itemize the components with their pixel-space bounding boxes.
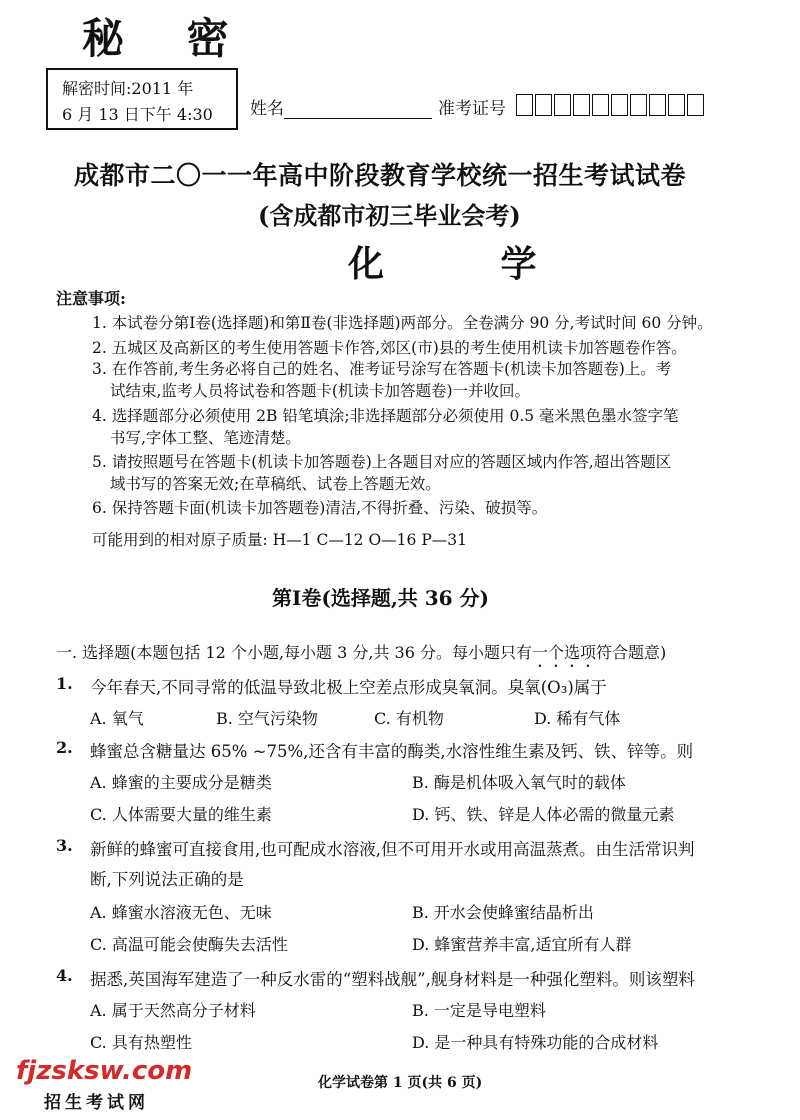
question-number: 4. [56, 966, 73, 985]
secret-label: 秘 密 [82, 14, 253, 63]
question-number: 1. [56, 674, 73, 693]
exam-subtitle: (含成都市初三毕业会考) [258, 201, 521, 230]
notice-item: 4. 选择题部分必须使用 2B 铅笔填涂;非选择题部分必须使用 0.5 毫米黑色墨水签字笔 [92, 407, 679, 425]
option-b: B. 空气污染物 [216, 709, 318, 728]
ticket-digit-box [554, 94, 571, 116]
part-intro [56, 640, 666, 671]
name-label: 姓名 [250, 99, 284, 119]
watermark-text: 招生考试网 [44, 1093, 149, 1113]
notice-item: 1. 本试卷分第Ⅰ卷(选择题)和第Ⅱ卷(非选择题)两部分。全卷满分 90 分,考试时间 60 分钟。 [92, 314, 713, 332]
ticket-digit-box [611, 94, 628, 116]
option-d: D. 是一种具有特殊功能的合成材料 [412, 1033, 659, 1052]
name-field [250, 94, 506, 119]
notice-item: 2. 五城区及高新区的考生使用答题卡作答,郊区(市)县的考生使用机读卡加答题卷作答。 [92, 339, 687, 357]
option-c: C. 高温可能会使酶失去活性 [90, 935, 288, 954]
ticket-label: 准考证号 [438, 99, 506, 119]
option-b: B. 酶是机体吸入氧气时的载体 [412, 773, 626, 792]
ticket-digit-box [630, 94, 647, 116]
declassify-line-2: 6 月 13 日下午 4:30 [62, 105, 213, 124]
notice-item-continued: 书写,字体工整、笔迹清楚。 [110, 429, 301, 447]
ticket-number-boxes [516, 94, 706, 116]
notice-item-continued: 试结束,监考人员将试卷和答题卡(机读卡加答题卷)一并收回。 [110, 382, 531, 400]
exam-title: 成都市二〇一一年高中阶段教育学校统一招生考试试卷 [74, 161, 687, 190]
question-text-continued: 断,下列说法正确的是 [90, 870, 244, 889]
ticket-digit-box [668, 94, 685, 116]
question-text: 今年春天,不同寻常的低温导致北极上空差点形成臭氧洞。臭氧(O₃)属于 [90, 678, 607, 697]
option-c: C. 有机物 [374, 709, 444, 728]
option-a: A. 氧气 [90, 709, 144, 728]
option-a: A. 属于天然高分子材料 [90, 1001, 256, 1020]
notice-heading: 注意事项: [56, 289, 126, 308]
option-a: A. 蜂蜜水溶液无色、无味 [90, 903, 272, 922]
declassify-time-box [46, 68, 238, 130]
option-c: C. 人体需要大量的维生素 [90, 805, 272, 824]
ticket-digit-box [573, 94, 590, 116]
page-footer: 化学试卷第 1 页(共 6 页) [318, 1075, 483, 1091]
option-b: B. 开水会使蜂蜜结晶析出 [412, 903, 594, 922]
ticket-digit-box [649, 94, 666, 116]
question-text: 新鲜的蜂蜜可直接食用,也可配成水溶液,但不可用开水或用高温蒸煮。由生活常识判 [90, 840, 695, 859]
option-d: D. 蜂蜜营养丰富,适宜所有人群 [412, 935, 632, 954]
subject-title: 化 学 [348, 243, 589, 285]
watermark-logo: fjzsksw.com [16, 1056, 193, 1086]
notice-item-continued: 域书写的答案无效;在草稿纸、试卷上答题无效。 [110, 475, 441, 493]
question-number: 2. [56, 738, 73, 757]
section-title: 第Ⅰ卷(选择题,共 36 分) [272, 586, 490, 610]
option-b: B. 一定是导电塑料 [412, 1001, 546, 1020]
notice-item: 5. 请按照题号在答题卡(机读卡加答题卷)上各题目对应的答题区域内作答,超出答题区 [92, 453, 672, 471]
ticket-digit-box [535, 94, 552, 116]
part-intro-tail: 符合题意) [596, 643, 667, 662]
option-c: C. 具有热塑性 [90, 1033, 192, 1052]
ticket-digit-box [516, 94, 533, 116]
question-text: 蜂蜜总含糖量达 65% ~75%,还含有丰富的酶类,水溶性维生素及钙、铁、锌等。则 [90, 742, 694, 761]
part-intro-text: 一. 选择题(本题包括 12 个小题,每小题 3 分,共 36 分。每小题只有 [56, 643, 533, 662]
option-d: D. 钙、铁、锌是人体必需的微量元素 [412, 805, 675, 824]
atomic-masses: 可能用到的相对原子质量: H—1 C—12 O—16 P—31 [92, 531, 467, 549]
part-intro-emphasis: 一个选项 [532, 643, 597, 662]
option-a: A. 蜂蜜的主要成分是糖类 [90, 773, 272, 792]
question-number: 3. [56, 836, 73, 855]
ticket-digit-box [687, 94, 704, 116]
option-d: D. 稀有气体 [534, 709, 621, 728]
name-blank-line [284, 102, 432, 119]
declassify-line-1: 解密时间:2011 年 [62, 79, 194, 98]
question-text: 据悉,英国海军建造了一种反水雷的“塑料战舰”,舰身材料是一种强化塑料。则该塑料 [90, 970, 695, 989]
notice-item: 6. 保持答题卡面(机读卡加答题卷)清洁,不得折叠、污染、破损等。 [92, 499, 548, 517]
ticket-digit-box [592, 94, 609, 116]
notice-item: 3. 在作答前,考生务必将自己的姓名、准考证号涂写在答题卡(机读卡加答题卷)上。考 [92, 360, 672, 378]
